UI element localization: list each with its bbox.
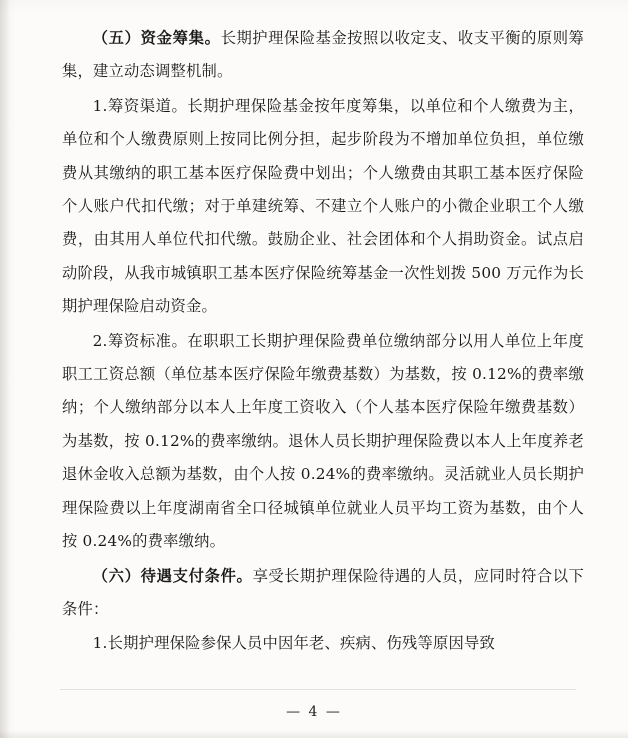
paragraph-text: 长期护理保险基金按照以收定支、收支平衡的原则筹集，建立动态调整机制。 [62, 29, 585, 81]
paragraph-section-6 [62, 560, 584, 627]
paragraph-heading: （六）待遇支付条件。 [92, 566, 253, 585]
paragraph-text: 2.筹资标准。在职职工长期护理保险费单位缴纳部分以用人单位上年度职工工资总额（单位基本医疗保险年缴费基数）为基数，按 0.12%的费率缴纳；个人缴纳部分以本人上年度工资收入（个人基本医疗保险年缴费基数）为基数，按 0.12%的费率缴纳。退休人员长期护理保险费以本人上年度养老退休金收入总额为基数，由个人按 0.24%的费率缴纳。灵活就业人员长期护理保险费以上年度湖南省全口径城镇单位就业人员平均工资为基数，由个人按 0.24%的费率缴纳。 [62, 331, 584, 551]
paragraph-item-1-insured-persons [62, 627, 584, 660]
page-left-edge-shadow [0, 0, 10, 738]
paragraph-text: 享受长期护理保险待遇的人员，应同时符合以下条件： [62, 566, 584, 618]
paragraph-text: 1.筹资渠道。长期护理保险基金按年度筹集，以单位和个人缴费为主，单位和个人缴费原则上按同比例分担，起步阶段为不增加单位负担，单位缴费从其缴纳的职工基本医疗保险费中划出；个人缴费由其职工基本医疗保险个人账户代扣代缴；对于单建统筹、不建立个人账户的小微企业职工个人缴费，由其用人单位代扣代缴。鼓励企业、社会团体和个人捐助资金。试点启动阶段，从我市城镇职工基本医疗保险统筹基金一次性划拨 500 万元作为长期护理保险启动资金。 [62, 96, 584, 316]
paragraph-text: 1.长期护理保险参保人员中因年老、疾病、伤残等原因导致 [92, 634, 496, 653]
footer-divider [60, 689, 576, 690]
page-bottom-edge-shadow [0, 730, 628, 738]
paragraph-item-1-funding-channels [62, 90, 584, 324]
paragraph-heading: （五）资金筹集。 [92, 29, 221, 47]
paragraph-section-5 [62, 22, 584, 89]
document-body [62, 22, 584, 662]
page-number: — 4 — [286, 704, 342, 720]
paragraph-item-2-funding-standard [62, 325, 584, 559]
